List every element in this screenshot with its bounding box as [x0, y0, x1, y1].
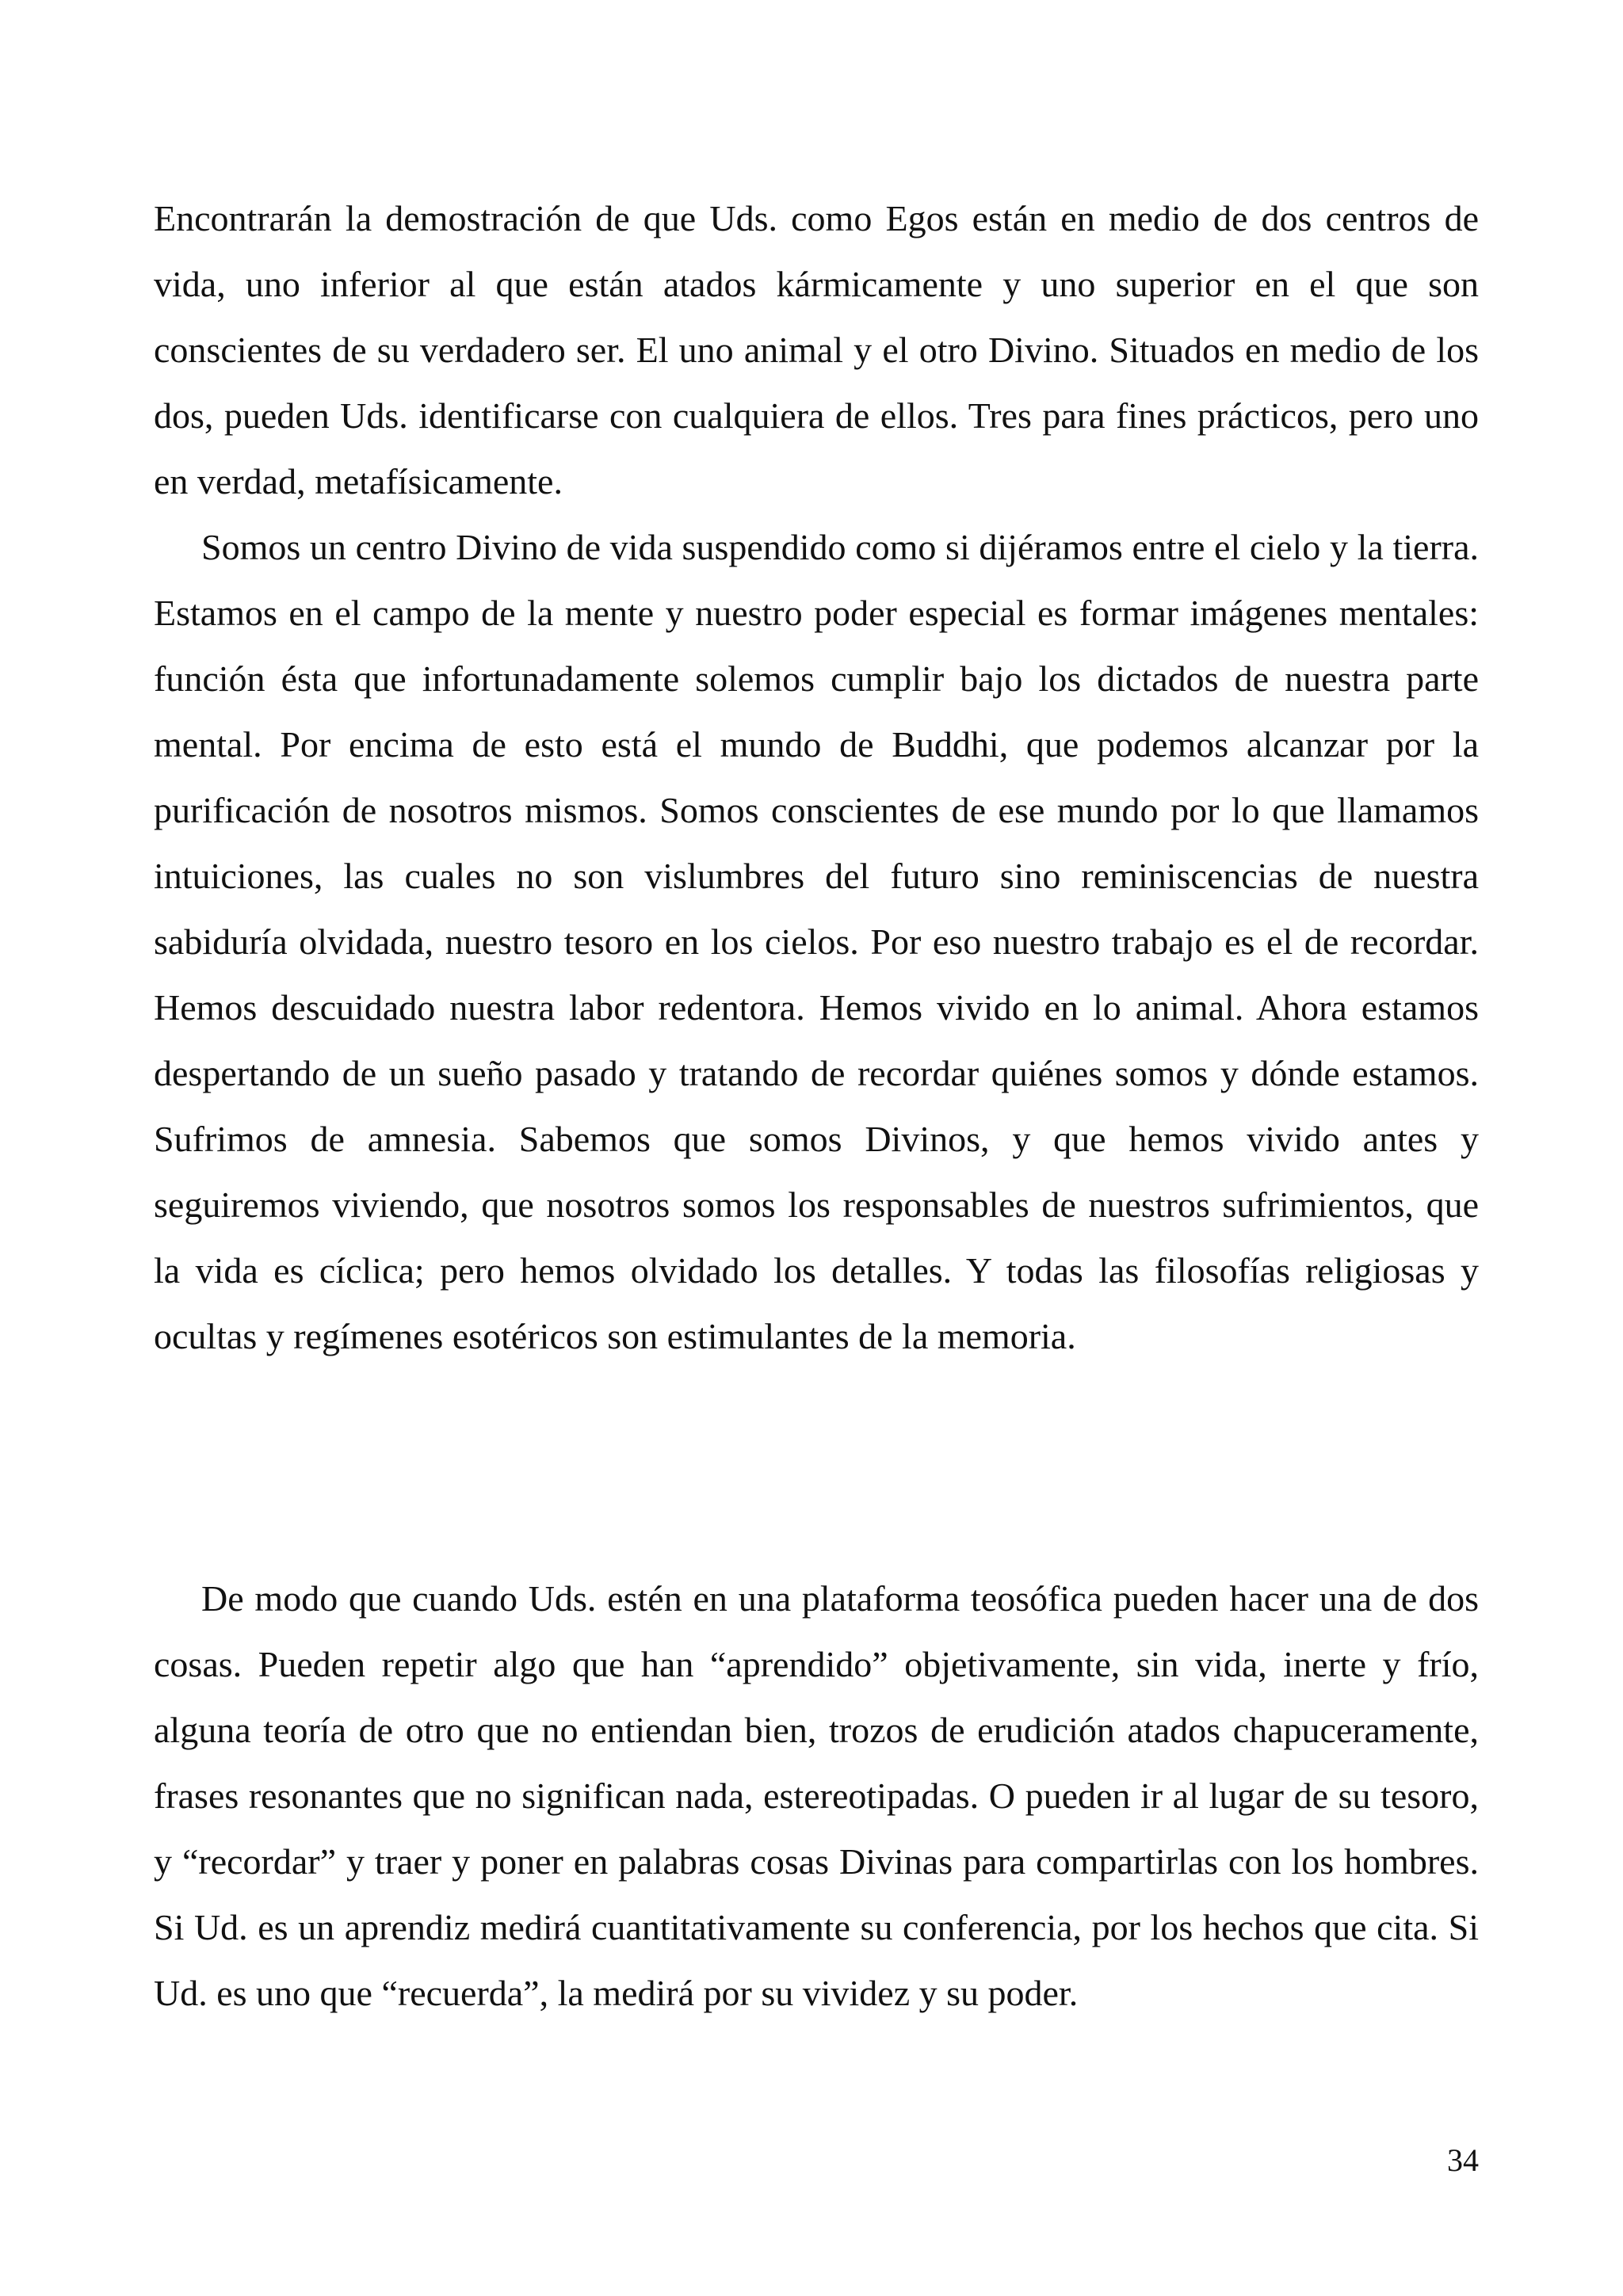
paragraph-2: Somos un centro Divino de vida suspendido como si dijéramos entre el cielo y la tierra. Estamos en el campo de la mente y nuestro poder especial es formar imágenes mentales: función ésta que infortunadamente solemos cumplir bajo los dictados de nuestra parte mental. Por encima de esto está el mundo de Buddhi, que podemos alcanzar por la purificación de nosotros mismos. Somos conscientes de ese mundo por lo que llamamos intuiciones, las cuales no son vislumbres del futuro sino reminiscencias de nuestra sabiduría olvidada, nuestro tesoro en los cielos. Por eso nuestro trabajo es el de recordar. Hemos descuidado nuestra labor redentora. Hemos vivido en lo animal. Ahora estamos despertando de un sueño pasado y tratando de recordar quiénes somos y dónde estamos. Sufrimos de amnesia. Sabemos que somos Divinos, y que hemos vivido antes y seguiremos viviendo, que nosotros somos los responsables de nuestros sufrimientos, que la vida es cíclica; pero hemos olvidado los detalles. Y todas las filosofías religiosas y ocultas y regímenes esotéricos son estimulantes de la memoria.	[154, 527, 1479, 1356]
text-section-2	[154, 1566, 1479, 2026]
paragraph-1: Encontrarán la demostración de que Uds. como Egos están en medio de dos centros de vida, uno inferior al que están atados kármicamente y uno superior en el que son conscientes de su verdadero ser. El uno animal y el otro Divino. Situados en medio de los dos, pueden Uds. identificarse con cualquiera de ellos. Tres para fines prácticos, pero uno en verdad, metafísicamente.	[154, 198, 1479, 502]
text-section-1	[154, 185, 1479, 1369]
page-number: 34	[1447, 2142, 1479, 2178]
paragraph-3: De modo que cuando Uds. estén en una plataforma teosófica pueden hacer una de dos cosas. Pueden repetir algo que han “aprendido” objetivamente, sin vida, inerte y frío, alguna teoría de otro que no entiendan bien, trozos de erudición atados chapuceramente, frases resonantes que no significan nada, estereotipadas. O pueden ir al lugar de su tesoro, y “recordar” y traer y poner en palabras cosas Divinas para compartirlas con los hombres. Si Ud. es un aprendiz medirá cuantitativamente su conferencia, por los hechos que cita. Si Ud. es uno que “recuerda”, la medirá por su vividez y su poder.	[154, 1578, 1479, 2013]
